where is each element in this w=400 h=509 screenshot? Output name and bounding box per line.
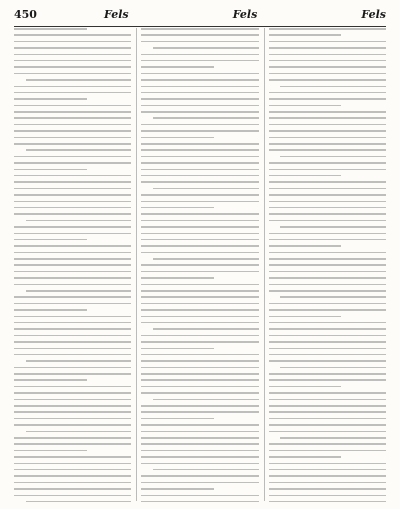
- text-line: [141, 54, 258, 56]
- text-line: [141, 245, 258, 247]
- text-line: [141, 495, 258, 497]
- text-line: [26, 149, 132, 151]
- text-line: [141, 98, 258, 100]
- text-line: [14, 399, 131, 401]
- text-line: [269, 201, 386, 203]
- text-line: [141, 463, 258, 465]
- text-line: [14, 137, 131, 139]
- text-line: [141, 124, 258, 126]
- text-line: [269, 501, 386, 503]
- text-line: [14, 66, 131, 68]
- text-line: [269, 418, 386, 420]
- text-line: [14, 386, 131, 388]
- text-line: [26, 290, 132, 292]
- text-line: [14, 463, 131, 465]
- text-line: [14, 245, 131, 247]
- text-line: [153, 328, 259, 330]
- text-line: [269, 475, 386, 477]
- text-line: [14, 188, 131, 190]
- text-line: [14, 271, 131, 273]
- text-line: [269, 169, 386, 171]
- text-line: [14, 411, 131, 413]
- text-line: [14, 233, 131, 235]
- text-line: [141, 41, 258, 43]
- text-line: [14, 105, 131, 107]
- text-line: [141, 149, 258, 151]
- text-line: [14, 98, 87, 100]
- text-line: [14, 341, 131, 343]
- headword-right: Fels: [361, 8, 386, 21]
- text-line: [269, 284, 386, 286]
- text-line: [14, 316, 131, 318]
- text-line: [14, 34, 131, 36]
- text-line: [141, 411, 258, 413]
- text-line: [153, 399, 259, 401]
- text-line: [269, 277, 386, 279]
- text-line: [141, 309, 258, 311]
- text-line: [141, 341, 258, 343]
- text-line: [14, 47, 131, 49]
- text-line: [269, 303, 386, 305]
- text-line: [14, 495, 131, 497]
- text-line: [14, 469, 131, 471]
- text-line: [269, 60, 386, 62]
- text-line: [14, 86, 131, 88]
- text-line: [141, 284, 258, 286]
- text-line: [269, 117, 386, 119]
- text-line: [14, 437, 131, 439]
- text-line: [269, 137, 386, 139]
- page-header: [14, 8, 386, 27]
- text-line: [141, 456, 258, 458]
- text-line: [141, 213, 258, 215]
- text-line: [269, 47, 386, 49]
- text-line: [14, 130, 131, 132]
- text-line: [141, 220, 258, 222]
- text-line: [280, 226, 386, 228]
- text-line: [14, 175, 131, 177]
- text-line: [14, 379, 87, 381]
- text-line: [14, 418, 131, 420]
- text-line: [141, 226, 258, 228]
- text-line: [141, 475, 258, 477]
- text-line: [141, 162, 258, 164]
- text-line: [269, 111, 386, 113]
- text-line: [269, 456, 342, 458]
- text-line: [141, 143, 258, 145]
- text-line: [14, 41, 131, 43]
- text-line: [269, 316, 342, 318]
- text-line: [153, 117, 259, 119]
- text-line: [141, 175, 258, 177]
- text-line: [269, 73, 386, 75]
- text-line: [14, 252, 131, 254]
- text-line: [269, 482, 386, 484]
- text-line: [141, 73, 258, 75]
- text-line: [141, 348, 214, 350]
- text-line: [269, 309, 386, 311]
- text-line: [269, 98, 386, 100]
- text-line: [141, 367, 258, 369]
- text-line: [269, 105, 342, 107]
- text-line: [141, 303, 258, 305]
- text-line: [141, 360, 258, 362]
- text-line: [141, 443, 258, 445]
- text-line: [14, 328, 131, 330]
- text-line: [14, 111, 131, 113]
- text-line: [141, 181, 258, 183]
- text-line: [269, 335, 386, 337]
- text-line: [141, 322, 258, 324]
- text-line: [14, 226, 131, 228]
- text-line: [141, 169, 258, 171]
- text-line: [269, 386, 342, 388]
- text-line: [26, 360, 132, 362]
- text-line: [141, 316, 258, 318]
- text-line: [141, 501, 258, 503]
- text-line: [14, 156, 131, 158]
- text-line: [153, 258, 259, 260]
- text-line: [14, 28, 87, 30]
- text-line: [141, 79, 258, 81]
- text-line: [269, 194, 386, 196]
- text-line: [14, 482, 131, 484]
- text-line: [141, 379, 258, 381]
- text-line: [14, 488, 131, 490]
- text-line: [153, 47, 259, 49]
- text-line: [269, 175, 342, 177]
- text-line: [141, 264, 258, 266]
- text-line: [141, 137, 214, 139]
- text-line: [14, 322, 131, 324]
- text-line: [14, 443, 131, 445]
- text-line: [14, 367, 131, 369]
- text-line: [153, 469, 259, 471]
- text-line: [269, 188, 386, 190]
- text-line: [269, 431, 386, 433]
- text-line: [269, 181, 386, 183]
- text-line: [141, 86, 258, 88]
- text-line: [269, 124, 386, 126]
- text-line: [269, 41, 386, 43]
- text-line: [141, 233, 258, 235]
- text-line: [14, 239, 87, 241]
- text-line: [141, 239, 258, 241]
- text-line: [14, 450, 87, 452]
- text-line: [280, 86, 386, 88]
- text-line: [14, 424, 131, 426]
- text-line: [14, 207, 131, 209]
- text-line: [269, 28, 386, 30]
- text-line: [269, 271, 386, 273]
- text-line: [269, 245, 342, 247]
- text-line: [14, 405, 131, 407]
- text-line: [26, 79, 132, 81]
- text-line: [14, 143, 131, 145]
- text-column-center: [141, 28, 258, 501]
- text-line: [269, 405, 386, 407]
- text-line: [14, 73, 131, 75]
- text-line: [141, 437, 258, 439]
- text-line: [269, 373, 386, 375]
- text-line: [141, 66, 214, 68]
- text-line: [14, 303, 131, 305]
- text-line: [280, 367, 386, 369]
- text-line: [141, 130, 258, 132]
- text-line: [26, 501, 132, 503]
- text-line: [141, 424, 258, 426]
- text-line: [14, 92, 131, 94]
- text-line: [269, 233, 386, 235]
- text-line: [141, 34, 258, 36]
- text-columns: [14, 28, 386, 501]
- text-line: [269, 463, 386, 465]
- text-line: [269, 239, 386, 241]
- text-line: [26, 220, 132, 222]
- text-line: [269, 443, 386, 445]
- text-line: [269, 379, 386, 381]
- text-line: [14, 181, 131, 183]
- text-line: [141, 386, 258, 388]
- headword-left: Fels: [104, 8, 129, 21]
- text-line: [14, 284, 131, 286]
- text-line: [14, 201, 131, 203]
- text-line: [141, 60, 258, 62]
- text-line: [269, 469, 386, 471]
- text-line: [141, 201, 258, 203]
- text-line: [14, 162, 131, 164]
- text-line: [269, 143, 386, 145]
- text-line: [269, 66, 386, 68]
- text-line: [269, 290, 386, 292]
- text-line: [14, 296, 131, 298]
- text-line: [141, 392, 258, 394]
- text-line: [141, 335, 258, 337]
- text-line: [141, 290, 258, 292]
- text-line: [141, 450, 258, 452]
- text-line: [269, 54, 386, 56]
- text-line: [14, 309, 87, 311]
- text-line: [14, 54, 131, 56]
- text-line: [26, 431, 132, 433]
- text-line: [141, 105, 258, 107]
- text-line: [141, 354, 258, 356]
- text-line: [141, 194, 258, 196]
- text-line: [269, 258, 386, 260]
- text-line: [141, 482, 258, 484]
- text-line: [141, 431, 258, 433]
- text-line: [269, 207, 386, 209]
- text-line: [269, 392, 386, 394]
- text-line: [269, 264, 386, 266]
- text-line: [14, 335, 131, 337]
- text-line: [14, 194, 131, 196]
- text-line: [269, 162, 386, 164]
- text-line: [153, 188, 259, 190]
- text-line: [141, 207, 214, 209]
- text-line: [141, 418, 214, 420]
- text-line: [141, 92, 258, 94]
- text-line: [141, 488, 214, 490]
- text-line: [14, 277, 131, 279]
- text-line: [269, 149, 386, 151]
- text-line: [14, 117, 131, 119]
- page-number: 450: [14, 8, 37, 21]
- text-line: [269, 213, 386, 215]
- text-line: [141, 156, 258, 158]
- text-line: [141, 405, 258, 407]
- text-line: [14, 354, 131, 356]
- text-line: [269, 92, 386, 94]
- text-line: [14, 60, 131, 62]
- text-line: [269, 348, 386, 350]
- text-line: [269, 34, 342, 36]
- text-line: [141, 28, 258, 30]
- text-line: [14, 213, 131, 215]
- text-line: [141, 252, 258, 254]
- text-line: [269, 411, 386, 413]
- text-line: [269, 322, 386, 324]
- text-line: [141, 271, 258, 273]
- text-line: [269, 354, 386, 356]
- text-line: [269, 328, 386, 330]
- text-line: [269, 488, 386, 490]
- text-line: [269, 399, 386, 401]
- text-line: [14, 264, 131, 266]
- text-line: [269, 252, 386, 254]
- headword-center: Fels: [232, 8, 258, 21]
- text-line: [141, 373, 258, 375]
- text-line: [269, 130, 386, 132]
- text-line: [280, 156, 386, 158]
- text-line: [141, 296, 258, 298]
- text-line: [269, 341, 386, 343]
- text-line: [269, 495, 386, 497]
- text-column-right: [269, 28, 386, 501]
- text-line: [14, 348, 131, 350]
- text-line: [14, 475, 131, 477]
- text-line: [280, 437, 386, 439]
- text-line: [269, 220, 386, 222]
- text-line: [14, 456, 131, 458]
- text-line: [269, 424, 386, 426]
- text-line: [269, 79, 386, 81]
- text-line: [14, 124, 131, 126]
- text-line: [141, 277, 214, 279]
- text-line: [269, 360, 386, 362]
- text-line: [141, 111, 258, 113]
- text-line: [280, 296, 386, 298]
- text-line: [14, 373, 131, 375]
- text-line: [14, 169, 87, 171]
- text-line: [14, 392, 131, 394]
- text-column-left: [14, 28, 131, 501]
- text-line: [269, 450, 386, 452]
- text-line: [14, 258, 131, 260]
